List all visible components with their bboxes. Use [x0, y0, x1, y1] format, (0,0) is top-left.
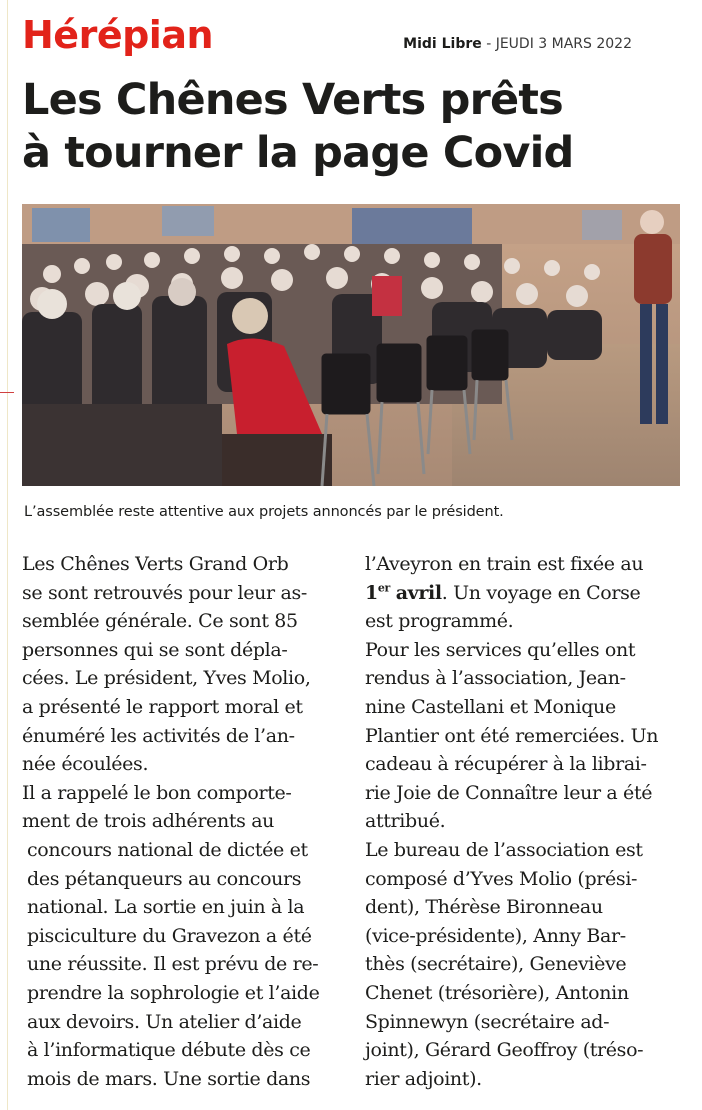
- text-line: attribué.: [365, 810, 446, 833]
- text-line: née écoulées.: [22, 753, 149, 776]
- text-line: [365, 579, 685, 608]
- text-line: Les Chênes Verts Grand Orb: [22, 553, 289, 575]
- text-line: se sont retrouvés pour leur as-: [22, 581, 307, 604]
- text-line: rendus à l’association, Jean-: [365, 667, 626, 690]
- headline-line-2: à tourner la page Covid: [22, 128, 574, 178]
- publication-line: [403, 36, 632, 52]
- text-line: Chenet (trésorière), Antonin: [365, 981, 629, 1004]
- text-line: Spinnewyn (secrétaire ad-: [365, 1010, 610, 1033]
- newspaper-name: Midi Libre: [403, 36, 482, 52]
- text-line: prendre la sophrologie et l’aide: [27, 981, 320, 1004]
- text-line: joint), Gérard Geoffroy (tréso-: [365, 1039, 644, 1062]
- text-line: Plantier ont été remerciées. Un: [365, 724, 659, 747]
- text-line: national. La sortie en juin à la: [27, 896, 305, 919]
- text-line: Pour les services qu’elles ont: [365, 638, 636, 661]
- text-line: dent), Thérèse Bironneau: [365, 896, 603, 919]
- text-line: des pétanqueurs au concours: [27, 867, 302, 890]
- crop-mark: [0, 392, 14, 393]
- text-line: nine Castellani et Monique: [365, 695, 616, 718]
- article-column-right: [365, 550, 685, 1093]
- text-line: a présenté le rapport moral et: [22, 695, 303, 718]
- text-line: Le bureau de l’association est: [365, 838, 643, 861]
- assembly-photo: [22, 204, 680, 486]
- text-line: ment de trois adhérents au: [22, 810, 275, 833]
- text-line: cadeau à récupérer à la librai-: [365, 753, 647, 776]
- text-line: à l’informatique débute dès ce: [27, 1039, 311, 1062]
- text-line: rie Joie de Connaître leur a été: [365, 781, 653, 804]
- date-suffix: er: [377, 581, 390, 595]
- text-line: l’Aveyron en train est fixée au: [365, 553, 644, 575]
- text-line: pisciculture du Gravezon a été: [27, 924, 312, 947]
- date-month: avril: [395, 581, 442, 604]
- text-line: semblée générale. Ce sont 85: [22, 610, 298, 633]
- publication-date: - JEUDI 3 MARS 2022: [486, 36, 632, 52]
- text-line: mois de mars. Une sortie dans: [27, 1067, 311, 1090]
- text-line: énuméré les activités de l’an-: [22, 724, 295, 747]
- text-line: composé d’Yves Molio (prési-: [365, 867, 638, 890]
- article-headline: [22, 74, 692, 180]
- text-line: Il a rappelé le bon comporte-: [22, 781, 292, 804]
- text-line: rier adjoint).: [365, 1067, 482, 1090]
- text-line: cées. Le président, Yves Molio,: [22, 667, 311, 690]
- page-edge: [7, 0, 8, 1110]
- text-line: thès (secrétaire), Geneviève: [365, 953, 627, 976]
- text-line: personnes qui se sont dépla-: [22, 638, 288, 661]
- text-line: concours national de dictée et: [27, 838, 308, 861]
- date-number: 1: [365, 581, 378, 604]
- text-line: (vice-présidente), Anny Bar-: [365, 924, 626, 947]
- text-line: une réussite. Il est prévu de re-: [27, 953, 319, 976]
- town-kicker: Hérépian: [22, 13, 214, 57]
- text-fragment: . Un voyage en Corse: [441, 581, 641, 604]
- article-column-left: [22, 550, 342, 1093]
- text-line: est programmé.: [365, 610, 514, 633]
- text-line: aux devoirs. Un atelier d’aide: [27, 1010, 302, 1033]
- photo-caption: L’assemblée reste attentive aux projets annoncés par le président.: [24, 504, 504, 520]
- headline-line-1: Les Chênes Verts prêts: [22, 75, 563, 125]
